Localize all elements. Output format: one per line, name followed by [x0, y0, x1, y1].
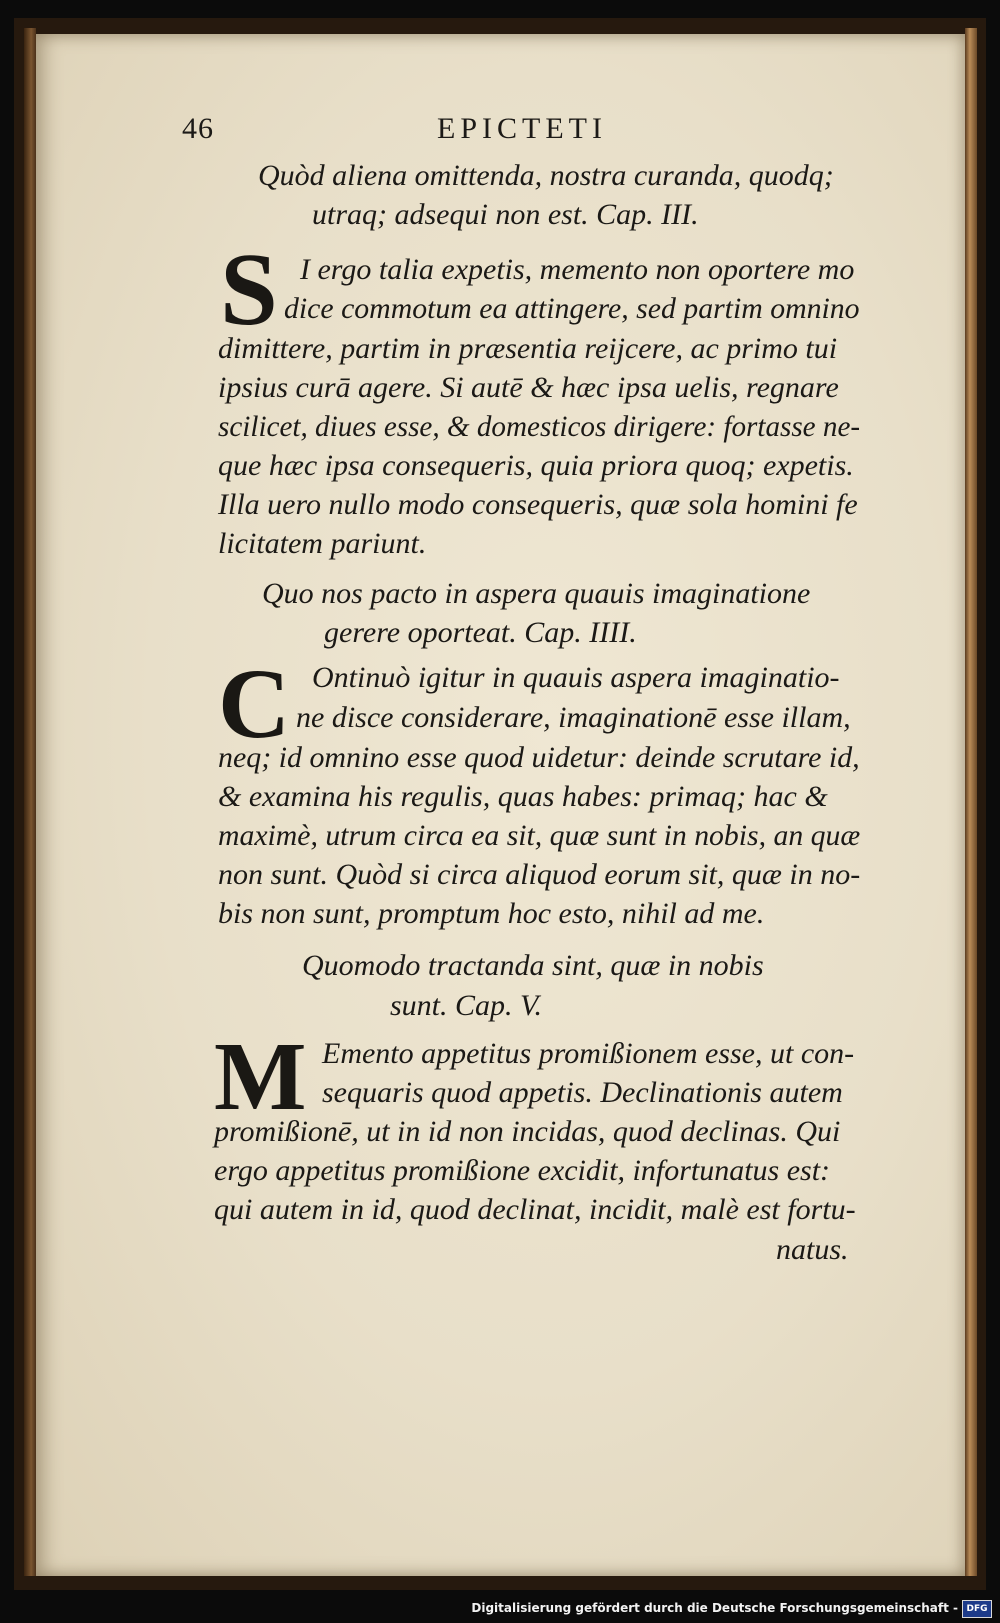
- page-number: 46: [182, 112, 214, 145]
- chapter-5-line-1: Emento appetitus promißionem esse, ut con-: [322, 1037, 855, 1070]
- chapter-4-line-7: bis non sunt, promptum hoc esto, nihil ad me.: [218, 897, 765, 930]
- running-title: EPICTETI: [437, 112, 607, 145]
- chapter-3-line-1: I ergo talia expetis, memento non oportere mo: [300, 253, 855, 286]
- drop-cap-m: M: [214, 1023, 307, 1131]
- chapter-5-line-4: ergo appetitus promißione excidit, infortunatus est:: [214, 1154, 831, 1187]
- chapter-4-line-3: neq; id omnino esse quod uidetur: deinde scrutare id,: [218, 741, 860, 774]
- chapter-4-heading-line-1: Quo nos pacto in aspera quauis imaginatione: [262, 577, 811, 610]
- chapter-3-line-2: dice commotum ea attingere, sed partim omnino: [284, 292, 860, 325]
- chapter-3-line-4: ipsius curā agere. Si autē & hæc ipsa uelis, regnare: [218, 371, 839, 404]
- chapter-5-line-2: sequaris quod appetis. Declinationis autem: [322, 1076, 843, 1109]
- dfg-logo: DFG: [962, 1600, 992, 1618]
- binding-edge: [24, 28, 36, 1576]
- chapter-5-line-6: natus.: [776, 1233, 849, 1266]
- chapter-4-line-2: ne disce considerare, imaginationē esse illam,: [296, 701, 851, 734]
- chapter-3-line-3: dimittere, partim in præsentia reijcere, ac primo tui: [218, 332, 838, 365]
- chapter-3-line-7: Illa uero nullo modo consequeris, quæ sola homini fe: [218, 488, 858, 521]
- chapter-4-line-5: maximè, utrum circa ea sit, quæ sunt in nobis, an quæ: [218, 819, 861, 852]
- chapter-3-line-8: licitatem pariunt.: [218, 527, 427, 560]
- chapter-5-line-3: promißionē, ut in id non incidas, quod declinas. Qui: [214, 1115, 841, 1148]
- page-fore-edge: [965, 28, 977, 1576]
- chapter-5-heading-line-2: sunt. Cap. V.: [390, 989, 542, 1022]
- drop-cap-c: C: [218, 648, 291, 759]
- chapter-4-line-6: non sunt. Quòd si circa aliquod eorum sit, quæ in no-: [218, 858, 861, 891]
- chapter-3-line-6: que hæc ipsa consequeris, quia priora quoq; expetis.: [218, 449, 854, 482]
- chapter-3-line-5: scilicet, diues esse, & domesticos dirigere: fortasse ne-: [218, 410, 861, 443]
- chapter-4-line-4: & examina his regulis, quas habes: primaq; hac &: [218, 780, 828, 813]
- chapter-3-heading-line-1: Quòd aliena omittenda, nostra curanda, quodq;: [258, 159, 834, 192]
- chapter-5-heading-line-1: Quomodo tractanda sint, quæ in nobis: [302, 949, 764, 982]
- drop-cap-s: S: [220, 232, 278, 347]
- funding-credit: Digitalisierung gefördert durch die Deutsche Forschungsgemeinschaft -: [471, 1601, 958, 1615]
- chapter-3-heading-line-2: utraq; adsequi non est. Cap. III.: [312, 198, 699, 231]
- chapter-4-heading-line-2: gerere oporteat. Cap. IIII.: [324, 616, 637, 649]
- chapter-5-line-5: qui autem in id, quod declinat, incidit, malè est fortu-: [214, 1193, 856, 1226]
- footer-bar: [0, 1597, 1000, 1623]
- running-head: [182, 112, 662, 152]
- chapter-4-line-1: Ontinuò igitur in quauis aspera imaginatio-: [312, 661, 840, 694]
